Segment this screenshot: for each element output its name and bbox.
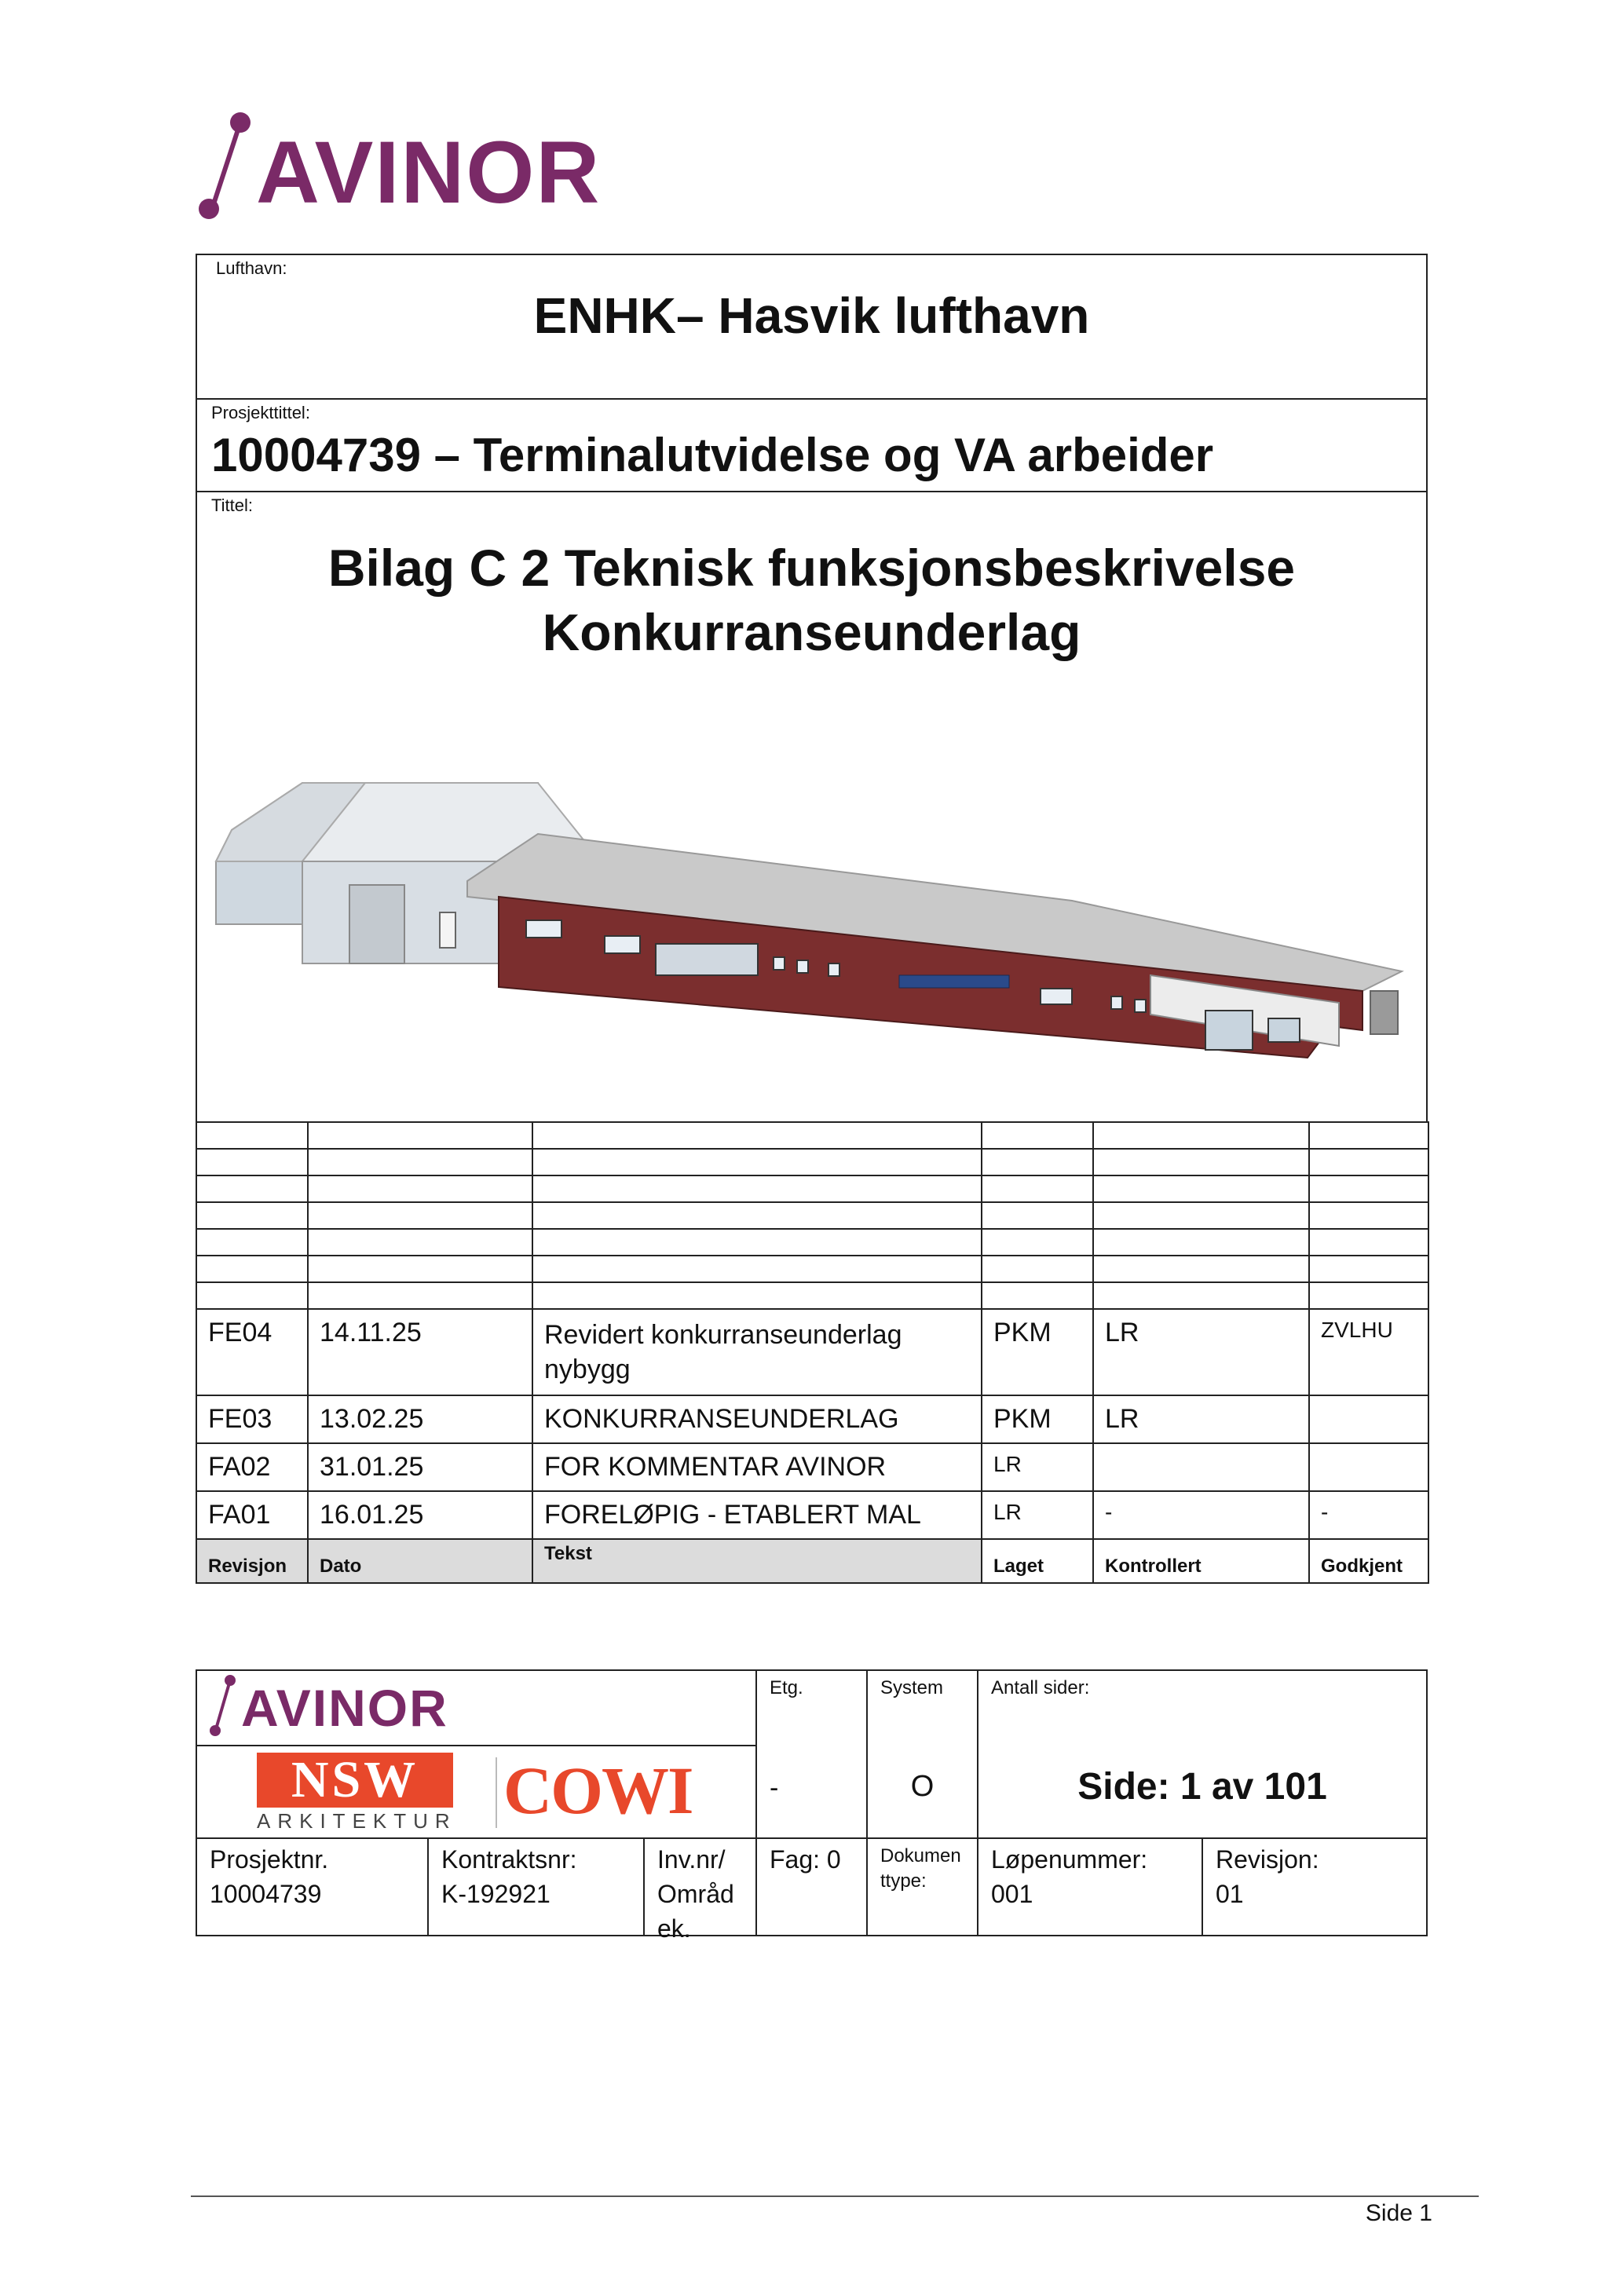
lopenummer-label: Løpenummer: bbox=[991, 1845, 1148, 1874]
prosjektnr-value: 10004739 bbox=[210, 1880, 322, 1908]
rev-laget: PKM bbox=[982, 1395, 1093, 1443]
lopenummer-cell bbox=[977, 1837, 1203, 1936]
avinor-logo-text: AVINOR bbox=[256, 123, 602, 221]
fag-cell bbox=[755, 1837, 868, 1936]
rev-godkjent: - bbox=[1309, 1491, 1428, 1539]
empty-row bbox=[196, 1202, 1428, 1229]
airport-label: Lufthavn: bbox=[216, 258, 287, 278]
rev-godkjent bbox=[1309, 1443, 1428, 1491]
rev-code: FA01 bbox=[196, 1491, 308, 1539]
avinor-logo bbox=[195, 108, 603, 226]
terminal-building-image bbox=[208, 775, 1417, 1121]
dokumenttype-cell bbox=[866, 1837, 978, 1936]
empty-row bbox=[196, 1175, 1428, 1202]
antall-sider-label: Antall sider: bbox=[991, 1677, 1090, 1698]
rev-code: FA02 bbox=[196, 1443, 308, 1491]
kontraktsnr-value: K-192921 bbox=[441, 1880, 550, 1908]
rev-date: 14.11.25 bbox=[308, 1309, 532, 1395]
empty-row bbox=[196, 1122, 1428, 1149]
rev-kontrollert: LR bbox=[1093, 1395, 1309, 1443]
rev-date: 31.01.25 bbox=[308, 1443, 532, 1491]
dokumenttype-label: Dokumen ttype: bbox=[880, 1845, 961, 1892]
rev-laget: LR bbox=[982, 1491, 1093, 1539]
airport-title: ENHK– Hasvik lufthavn bbox=[533, 287, 1090, 344]
header-kontrollert: Kontrollert bbox=[1093, 1539, 1309, 1583]
nsw-logo-text: NSW bbox=[257, 1753, 453, 1808]
header-tekst: Tekst bbox=[532, 1539, 982, 1583]
nsw-logo-subtext: ARKITEKTUR bbox=[257, 1809, 457, 1833]
rev-kontrollert: - bbox=[1093, 1491, 1309, 1539]
rev-date: 13.02.25 bbox=[308, 1395, 532, 1443]
doc-title-line1: Bilag C 2 Teknisk funksjonsbeskrivelse bbox=[327, 539, 1296, 597]
header-dato: Dato bbox=[308, 1539, 532, 1583]
project-box bbox=[196, 398, 1428, 492]
revision-row bbox=[196, 1443, 1428, 1491]
rev-laget: PKM bbox=[982, 1309, 1093, 1395]
nsw-logo bbox=[257, 1753, 461, 1831]
rev-godkjent: ZVLHU bbox=[1309, 1309, 1428, 1395]
revision-row bbox=[196, 1395, 1428, 1443]
prosjektnr-label: Prosjektnr. bbox=[210, 1845, 329, 1874]
cowi-logo-text: COWI bbox=[503, 1753, 693, 1828]
header-godkjent: Godkjent bbox=[1309, 1539, 1428, 1583]
etg-cell bbox=[755, 1669, 868, 1839]
airport-box bbox=[196, 254, 1428, 400]
empty-row bbox=[196, 1282, 1428, 1309]
rev-code: FE04 bbox=[196, 1309, 308, 1395]
invnr-label: Inv.nr/ Områd ek. bbox=[657, 1845, 734, 1943]
side-count: Side: 1 av 101 bbox=[1077, 1766, 1327, 1808]
revisjon-value: 01 bbox=[1216, 1880, 1244, 1908]
header-revisjon: Revisjon bbox=[196, 1539, 308, 1583]
project-title: 10004739 – Terminalutvidelse og VA arbeider bbox=[211, 429, 1214, 481]
rev-kontrollert: LR bbox=[1093, 1309, 1309, 1395]
revision-table bbox=[196, 1121, 1429, 1584]
revisjon-cell bbox=[1202, 1837, 1428, 1936]
rev-text: FORELØPIG - ETABLERT MAL bbox=[532, 1491, 982, 1539]
invnr-cell bbox=[643, 1837, 757, 1943]
lopenummer-value: 001 bbox=[991, 1880, 1033, 1908]
prosjektnr-cell bbox=[196, 1837, 429, 1936]
avinor-small-logo-text: AVINOR bbox=[241, 1679, 448, 1737]
rev-text: KONKURRANSEUNDERLAG bbox=[532, 1395, 982, 1443]
title-box bbox=[196, 491, 1428, 1123]
cowi-logo-divider bbox=[496, 1757, 497, 1828]
rev-code: FE03 bbox=[196, 1395, 308, 1443]
header-laget: Laget bbox=[982, 1539, 1093, 1583]
rev-text: Revidert konkurranseunderlag nybygg bbox=[532, 1309, 982, 1395]
kontraktsnr-cell bbox=[427, 1837, 645, 1936]
etg-label: Etg. bbox=[770, 1677, 803, 1698]
logo-cell bbox=[196, 1669, 757, 1839]
revision-header-row bbox=[196, 1539, 1428, 1583]
rev-laget: LR bbox=[982, 1443, 1093, 1491]
rev-godkjent bbox=[1309, 1395, 1428, 1443]
project-label: Prosjekttittel: bbox=[211, 403, 310, 422]
kontraktsnr-label: Kontraktsnr: bbox=[441, 1845, 577, 1874]
doc-title-line2: Konkurranseunderlag bbox=[542, 603, 1081, 661]
logo-divider bbox=[197, 1745, 755, 1746]
empty-row bbox=[196, 1229, 1428, 1256]
fag-label: Fag: 0 bbox=[770, 1845, 841, 1874]
rev-kontrollert bbox=[1093, 1443, 1309, 1491]
avinor-logo-mark-icon bbox=[195, 108, 265, 226]
rev-text: FOR KOMMENTAR AVINOR bbox=[532, 1443, 982, 1491]
rev-date: 16.01.25 bbox=[308, 1491, 532, 1539]
system-cell bbox=[866, 1669, 978, 1839]
revision-row bbox=[196, 1309, 1428, 1395]
empty-row bbox=[196, 1256, 1428, 1282]
etg-value: - bbox=[770, 1773, 779, 1803]
title-label: Tittel: bbox=[211, 495, 253, 515]
footer-rule bbox=[191, 2195, 1479, 2197]
empty-row bbox=[196, 1149, 1428, 1175]
revision-row bbox=[196, 1491, 1428, 1539]
system-label: System bbox=[880, 1677, 944, 1698]
system-value: O bbox=[910, 1770, 935, 1803]
footer-page-number: Side 1 bbox=[1365, 2200, 1432, 2226]
antall-sider-cell bbox=[977, 1669, 1428, 1839]
revisjon-label: Revisjon: bbox=[1216, 1845, 1319, 1874]
avinor-logo-mark-icon bbox=[208, 1673, 240, 1743]
